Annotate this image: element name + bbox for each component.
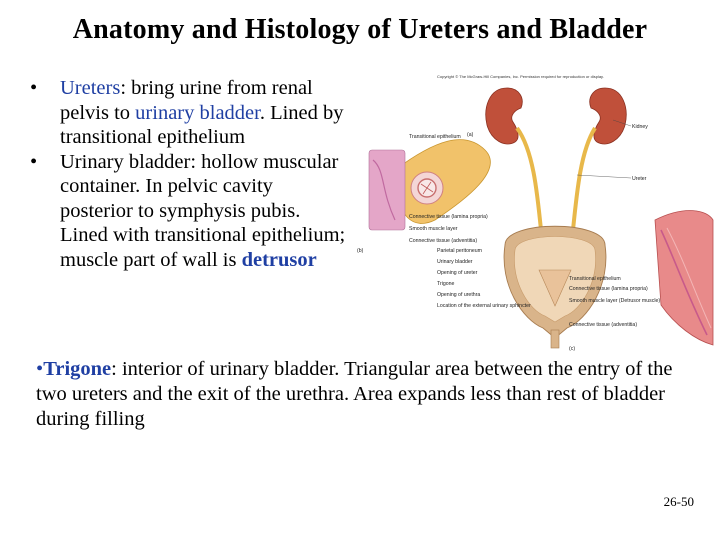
- right-kidney: [590, 88, 626, 144]
- label-external-sphincter: Location of the external urinary sphincter: [437, 303, 531, 309]
- urinary-anatomy-figure: [355, 70, 715, 355]
- bullet-ureters: [30, 76, 350, 150]
- term-trigone: Trigone: [43, 358, 112, 380]
- term-detrusor: detrusor: [241, 248, 317, 271]
- label-connective-lamina-b: Connective tissue (lamina propria): [409, 214, 488, 220]
- copyright-notice: Copyright © The McGraw-Hill Companies, Inc. Permission required for reproduction or display.: [437, 74, 604, 79]
- trigone-bullet: •: [36, 358, 44, 380]
- wall-tissue-strip: [655, 211, 713, 345]
- label-ureter: Ureter: [632, 176, 647, 182]
- label-kidney: Kidney: [632, 124, 648, 130]
- urethra: [551, 330, 559, 348]
- bladder-text: Urinary bladder: hollow muscular container. In pelvic cavity posterior to symphysis pubis. Lined with transitional epithelium; muscle part of wall is: [60, 150, 346, 271]
- ureters-text-b: . Lined by transitional epithelium: [60, 101, 344, 148]
- left-kidney: [486, 88, 522, 144]
- slide-title: Anatomy and Histology of Ureters and Bladder: [72, 14, 648, 45]
- ureter-cross-section: [357, 134, 490, 254]
- label-connective-adventitia-c: Connective tissue (adventitia): [569, 322, 638, 328]
- bullet-list: [30, 76, 350, 272]
- label-parietal-peritoneum: Parietal peritoneum: [437, 248, 482, 254]
- ureter-tube: [395, 140, 490, 224]
- panel-c-label: (c): [569, 346, 576, 352]
- bullet-dot: •: [30, 77, 38, 99]
- page-number: 26-50: [663, 494, 694, 509]
- label-trigone: Trigone: [437, 281, 455, 287]
- label-connective-lamina-c: Connective tissue (lamina propria): [569, 286, 648, 292]
- anatomy-illustration: [355, 70, 715, 355]
- label-transitional-epithelium-c: Transitional epithelium: [569, 276, 621, 282]
- trigone-text: : interior of urinary bladder. Triangular area between the entry of the two ureters and the exit of the urethra. Area expands less than rest of bladder during filling: [36, 358, 673, 430]
- label-opening-ureter: Opening of ureter: [437, 270, 478, 276]
- ureters-text-a: : bring urine from renal pelvis to: [60, 77, 313, 124]
- label-urinary-bladder: Urinary bladder: [437, 259, 473, 265]
- term-ureters: Ureters: [60, 77, 121, 99]
- bullet-dot: •: [30, 150, 38, 173]
- label-smooth-muscle-c: Smooth muscle layer (Detrusor muscle): [569, 298, 661, 304]
- trigone-paragraph: [36, 357, 696, 432]
- label-connective-adventitia-b: Connective tissue (adventitia): [409, 238, 478, 244]
- term-urinary-bladder: urinary bladder: [135, 101, 260, 124]
- label-opening-urethra: Opening of urethra: [437, 292, 481, 298]
- panel-a-label: (a): [467, 132, 474, 138]
- panel-b-label: (b): [357, 248, 364, 254]
- bullet-urinary-bladder: [30, 150, 350, 273]
- label-transitional-epithelium-b: Transitional epithelium: [409, 134, 461, 140]
- label-smooth-muscle-b: Smooth muscle layer: [409, 226, 458, 232]
